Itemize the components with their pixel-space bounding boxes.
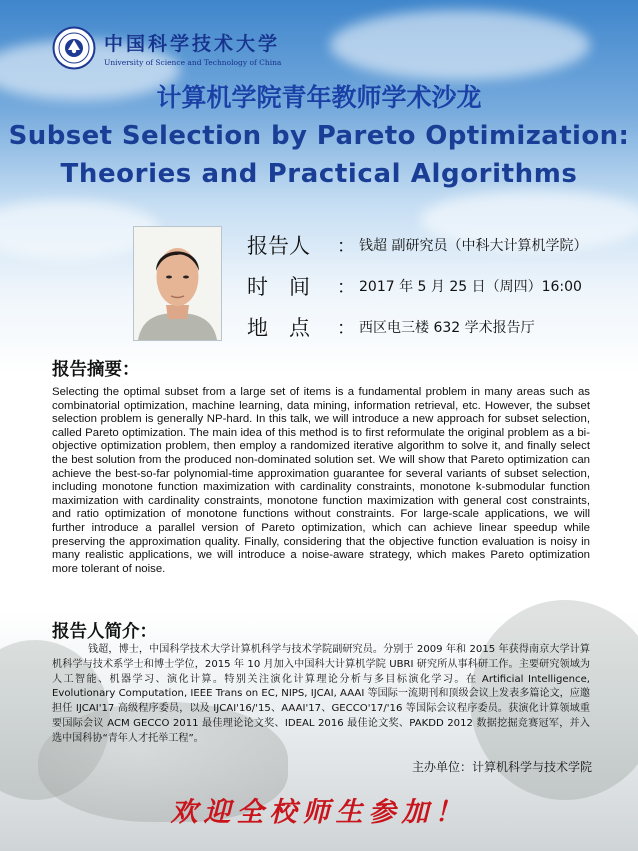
abstract-text: Selecting the optimal subset from a large set of items is a fundamental problem in many areas such as combinatorial optimization, machine learning, data mining, information retrieval, etc. However, the subset selection problem is generally NP-hard. In this talk, we will introduce a new approach for subset selection, called Pareto optimization. The main idea of this method is to first reformulate the original problem as a bi-objective optimization problem, then employ a randomized iterative algorithm to solve it, and finally select the best solution from the produced non-dominated solution set. We will show that Pareto optimization can achieve the best-so-far polynomial-time approximation guarantee for several variants of subset selection, including monotone function maximization with cardinality constraints, monotone k-submodular function maximization with cardinality constraints, monotone function maximization with general cost constraints, and ratio optimization of monotone functions without constraints. For large-scale applications, we will further introduce a parallel version of Pareto optimization, which can achieve linear speedup while preserving the approximation quality. Finally, considering that the objective function evaluation is noisy in many realistic applications, we will introduce a noise-aware strategy, which makes Pareto optimization more tolerant of noise. — [52, 386, 590, 575]
speaker-colon: ： — [337, 236, 355, 257]
time-row — [247, 271, 582, 301]
bio-heading: 报告人简介： — [52, 622, 157, 642]
time-colon: ： — [337, 277, 355, 298]
speaker-row — [247, 230, 587, 260]
cloud-decoration — [330, 10, 590, 80]
salon-title: 计算机学院青年教师学术沙龙 — [156, 83, 482, 112]
university-header — [52, 26, 281, 70]
welcome-banner: 欢迎全校师生参加！ — [170, 797, 468, 828]
place-row — [247, 312, 535, 342]
talk-title-line1: Subset Selection by Pareto Optimization: — [8, 121, 630, 151]
bio-text: 钱超，博士，中国科学技术大学计算机科学与技术学院副研究员。分别于 2009 年和 2015 年获得南京大学计算机科学与技术系学士和博士学位，2015 年 10 月加入中国科大计算机学院 UBRI 研究所从事科研工作。主要研究领域为人工智能、机器学习、演化计算。特别关注演化计算理论分析与多目标演化学习。在 Artificial Intelligence, Evolutionary Computation, IEEE Trans on EC, NIPS, IJCAI, AAAI 等国际一流期刊和顶级会议上发表多篇论文，应邀担任 IJCAI'17 高级程序委员，以及 IJCAI'16/'15、AAAI'17、GECCO'17/'16 等国际会议程序委员。获演化计算领域重要国际会议 ACM GECCO 2011 最佳理论论文奖、IDEAL 2016 最佳论文奖、PAKDD 2012 数据挖掘竞赛冠军，并入选中国科协“青年人才托举工程”。 — [52, 644, 590, 744]
university-name-en: University of Science and Technology of China — [104, 58, 282, 67]
speaker-photo — [133, 226, 222, 341]
talk-title-line2: Theories and Practical Algorithms — [60, 159, 578, 189]
abstract-heading: 报告摘要： — [52, 360, 140, 380]
university-seal-icon — [52, 26, 96, 70]
time-value: 2017 年 5 月 25 日（周四）16:00 — [359, 279, 582, 295]
speaker-value: 钱超 副研究员（中科大计算机学院） — [359, 238, 588, 254]
place-label: 地 点 — [247, 316, 310, 340]
place-value: 西区电三楼 632 学术报告厅 — [359, 320, 535, 336]
speaker-label: 报告人 — [247, 234, 310, 258]
place-colon: ： — [337, 318, 355, 339]
university-name-cn: 中国科学技术大学 — [104, 33, 281, 55]
time-label: 时 间 — [247, 275, 310, 299]
host-organizer: 主办单位：计算机科学与技术学院 — [411, 760, 592, 774]
